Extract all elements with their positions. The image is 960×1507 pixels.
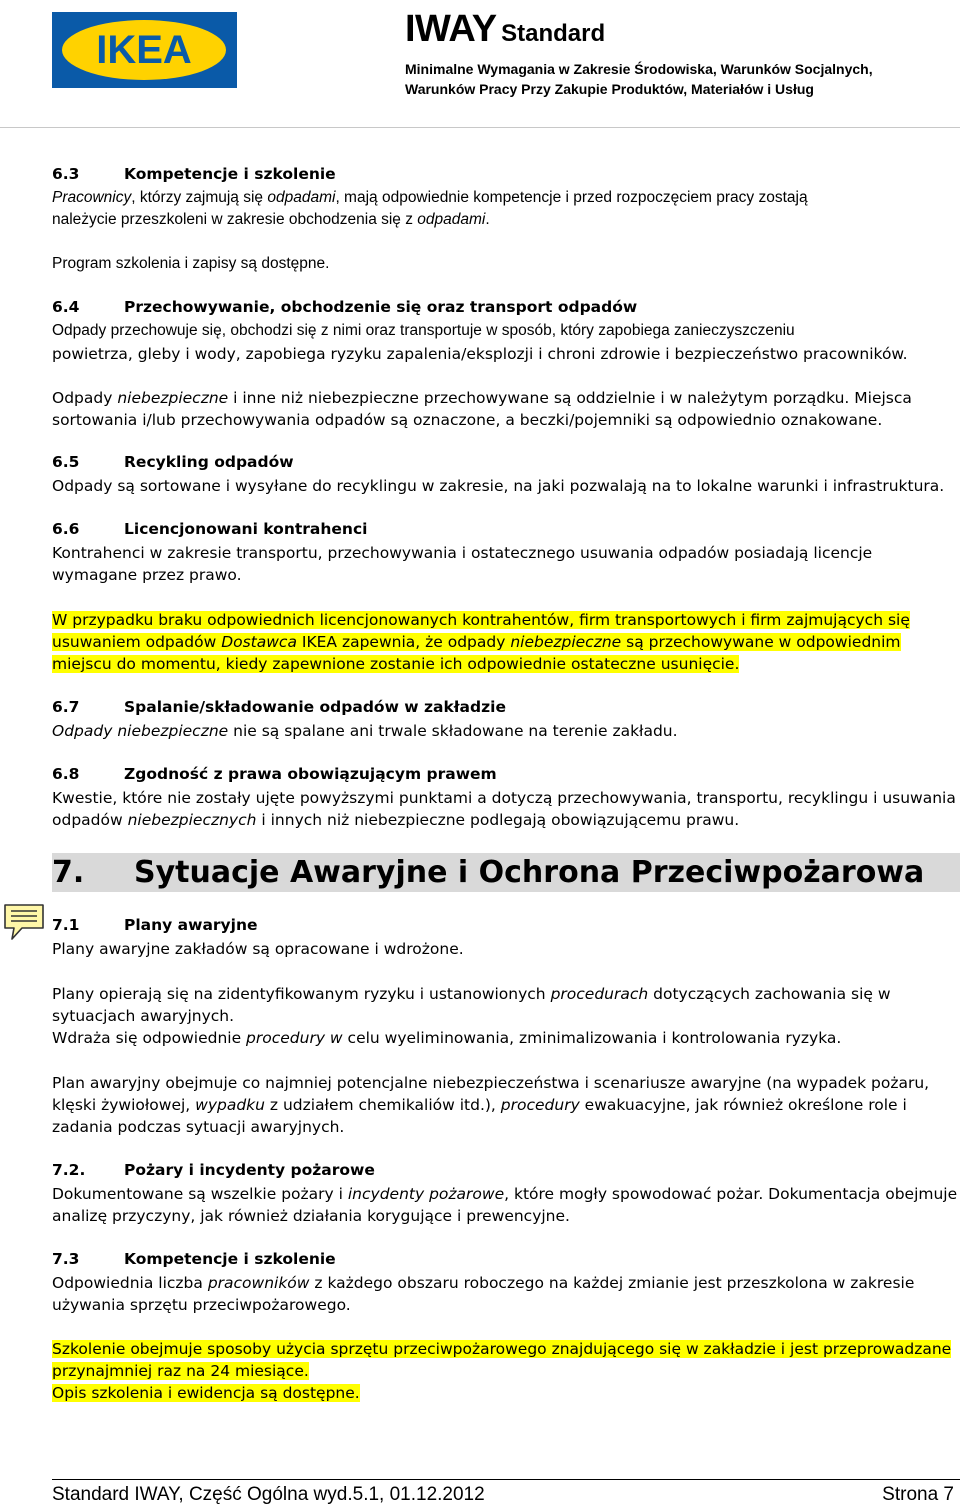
section-7-3-highlight-1: Szkolenie obejmuje sposoby użycia sprzętu przeciwpożarowego znajdującego się w zakładzie i jest przeprowadzane xyxy=(52,1340,952,1358)
section-6-5-heading: 6.5 Recykling odpadów xyxy=(52,453,294,471)
section-7-2-text-1: Dokumentowane są wszelkie pożary i incydenty pożarowe, które mogły spowodować pożar. Dokumentacja obejmuje xyxy=(52,1185,958,1203)
section-7-1-text-5: Plan awaryjny obejmuje co najmniej potencjalne niebezpieczeństwa i scenariusze awaryjne (na wypadek pożaru, xyxy=(52,1074,930,1092)
section-6-6-text-2: wymagane przez prawo. xyxy=(52,566,242,584)
section-6-5-text-1: Odpady są sortowane i wysyłane do recyklingu w zakresie, na jaki pozwalają na to lokalne warunki i infrastruktura. xyxy=(52,477,945,495)
comment-icon[interactable] xyxy=(2,902,46,942)
section-7-1-text-1: Plany awaryjne zakładów są opracowane i wdrożone. xyxy=(52,940,464,958)
section-7-3-text-1: Odpowiednia liczba pracowników z każdego obszaru roboczego na każdej zmianie jest przeszkolona w zakresie xyxy=(52,1274,915,1292)
footer-page-number: Strona 7 xyxy=(882,1484,954,1505)
section-7-1-text-6: klęski żywiołowej, wypadku z udziałem chemikaliów itd.), procedury ewakuacyjne, jak również określone role i xyxy=(52,1096,907,1114)
section-6-3-text-3: Program szkolenia i zapisy są dostępne. xyxy=(52,255,330,272)
section-6-7-heading: 6.7 Spalanie/składowanie odpadów w zakładzie xyxy=(52,698,506,716)
section-6-4-text-4: sortowania i/lub przechowywania odpadów są oznaczone, a beczki/pojemniki są odpowiednio oznakowane. xyxy=(52,411,883,429)
section-7-3-highlight-2: przynajmniej raz na 24 miesiące. xyxy=(52,1362,309,1380)
section-7-2-text-2: analizę przyczyny, jak również działania korygujące i prewencyjne. xyxy=(52,1207,570,1225)
document-title: IWAY Standard xyxy=(405,8,606,50)
document-subtitle-line1: Minimalne Wymagania w Zakresie Środowiska, Warunków Socjalnych, xyxy=(405,61,873,77)
section-7-1-heading: 7.1 Plany awaryjne xyxy=(52,916,258,934)
section-7-1-text-7: zadania podczas sytuacji awaryjnych. xyxy=(52,1118,345,1136)
section-6-8-text-1: Kwestie, które nie zostały ujęte powyższymi punktami a dotyczą przechowywania, transportu, recyklingu i usuwania xyxy=(52,789,956,807)
section-7-3-highlight-3: Opis szkolenia i ewidencja są dostępne. xyxy=(52,1384,360,1402)
footer-divider xyxy=(52,1479,960,1480)
section-6-3-text-1: Pracownicy, którzy zajmują się odpadami, mają odpowiednie kompetencje i przed rozpoczęciem pracy zostają xyxy=(52,189,808,206)
section-7-3-heading: 7.3 Kompetencje i szkolenie xyxy=(52,1250,336,1268)
section-7-2-heading: 7.2. Pożary i incydenty pożarowe xyxy=(52,1161,375,1179)
section-6-3-text-2: należycie przeszkoleni w zakresie obchodzenia się z odpadami. xyxy=(52,211,490,228)
section-6-6-highlight-2: usuwaniem odpadów Dostawca IKEA zapewnia, że odpady niebezpieczne są przechowywane w odpowiednim xyxy=(52,633,901,651)
ikea-logo xyxy=(52,12,237,88)
section-6-4-text-1: Odpady przechowuje się, obchodzi się z nimi oraz transportuje w sposób, który zapobiega zanieczyszczeniu xyxy=(52,322,795,339)
header-divider xyxy=(0,127,960,128)
document-subtitle-line2: Warunków Pracy Przy Zakupie Produktów, Materiałów i Usług xyxy=(405,81,814,97)
section-7-1-text-2: Plany opierają się na zidentyfikowanym ryzyku i ustanowionych procedurach dotyczących zachowania się w xyxy=(52,985,891,1003)
section-6-6-highlight-1: W przypadku braku odpowiednich licencjonowanych kontrahentów, firm transportowych i firm zajmujących się xyxy=(52,611,910,629)
section-7-1-text-3: sytuacjach awaryjnych. xyxy=(52,1007,235,1025)
section-6-6-heading: 6.6 Licencjonowani kontrahenci xyxy=(52,520,368,538)
section-7-heading: 7. Sytuacje Awaryjne i Ochrona Przeciwpożarowa xyxy=(52,853,960,892)
svg-text:IKEA: IKEA xyxy=(96,28,192,72)
section-7-3-text-2: używania sprzętu przeciwpożarowego. xyxy=(52,1296,351,1314)
section-6-8-text-2: odpadów niebezpiecznych i innych niż niebezpieczne podlegają obowiązującemu prawu. xyxy=(52,811,740,829)
section-6-4-heading: 6.4 Przechowywanie, obchodzenie się oraz transport odpadów xyxy=(52,298,638,316)
section-6-6-text-1: Kontrahenci w zakresie transportu, przechowywania i ostatecznego usuwania odpadów posiadają licencje xyxy=(52,544,873,562)
section-6-3-heading: 6.3 Kompetencje i szkolenie xyxy=(52,165,336,183)
section-6-6-highlight-3: miejscu do momentu, kiedy zapewnione zostanie ich odpowiednie ostateczne usunięcie. xyxy=(52,655,740,673)
section-6-7-text-1: Odpady niebezpieczne nie są spalane ani trwale składowane na terenie zakładu. xyxy=(52,722,678,740)
section-6-4-text-3: Odpady niebezpieczne i inne niż niebezpieczne przechowywane są oddzielnie i w należytym porządku. Miejsca xyxy=(52,389,912,407)
section-7-1-text-4: Wdraża się odpowiednie procedury w celu wyeliminowania, zminimalizowania i kontrolowania ryzyka. xyxy=(52,1029,842,1047)
footer-document-info: Standard IWAY, Część Ogólna wyd.5.1, 01.12.2012 xyxy=(52,1484,485,1505)
section-6-4-text-2: powietrza, gleby i wody, zapobiega ryzyku zapalenia/eksplozji i chroni zdrowie i bezpieczeństwo pracowników. xyxy=(52,345,908,363)
section-6-8-heading: 6.8 Zgodność z prawa obowiązującym prawem xyxy=(52,765,497,783)
